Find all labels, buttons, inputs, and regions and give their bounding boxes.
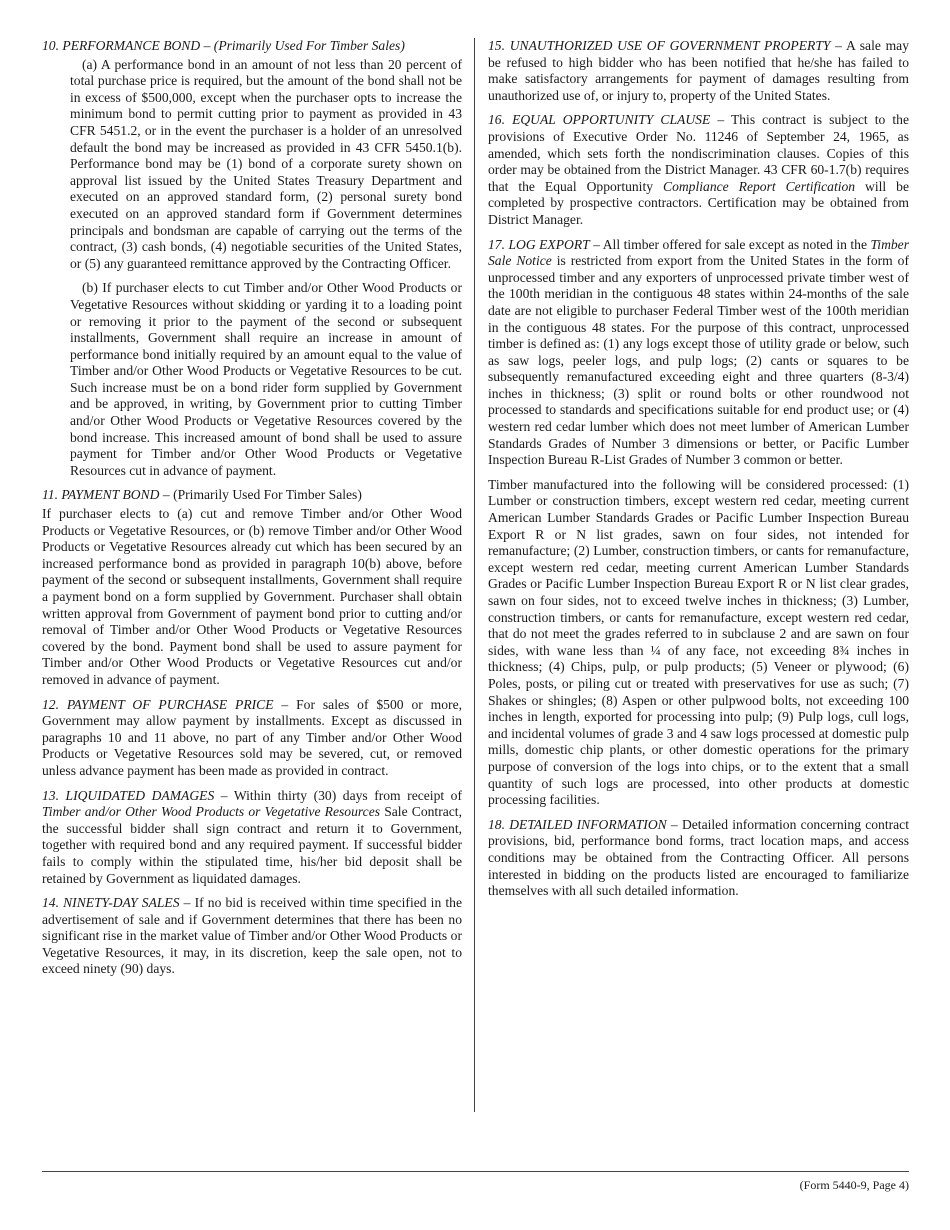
section-14-ninety-day-sales [42, 895, 462, 978]
section-16-body-1: – This contract is subject to the provisions of Executive Order No. 11246 of September 24, 1965, as amended, which sets forth the nondiscrimination clauses. Copies of this order may be obtained from the District Manager. 43 CFR 60-1.7(b) requires that the Equal Opportunity [488, 112, 909, 194]
section-11-title-suffix: – (Primarily Used For Timber Sales) [159, 487, 362, 503]
section-12-title: 12. PAYMENT OF PURCHASE PRICE [42, 696, 274, 712]
section-15-body: – A sale may be refused to high bidder who has been notified that he/she has failed to make satisfactory arrangements for payment of damages resulting from unauthorized use of, or injury to, property of the United States. [488, 38, 910, 103]
section-10-paragraph-a: (a) A performance bond in an amount of not less than 20 percent of total purchase price is required, but the amount of the bond shall not be in excess of $500,000, except when the purchaser opts to increase the minimum bond to permit cutting prior to payment as provided in 43 CFR 5451.2, or in the event the purchaser is a holder of an unresolved default the bond may be increased as provided in 43 CFR 5450.1(b). Performance bond may be (1) bond of a corporate surety shown on approval list issued by the United States Treasury Department and executed on an approved standard form, (2) personal surety bond executed on an approved standard form if Government determines principals and bondsman are capable of carrying out the terms of the contract, (3) cash bonds, (4) negotiable securities of the United States, or (5) any guaranteed remittance approved by the Contracting Officer. [70, 56, 462, 271]
section-15-title: 15. UNAUTHORIZED USE OF GOVERNMENT PROPERTY [488, 38, 831, 53]
column-divider [474, 38, 475, 1112]
section-17-italic: Timber Sale Notice [488, 236, 910, 269]
section-17-title: 17. LOG EXPORT [488, 236, 590, 252]
right-column [488, 38, 909, 900]
section-16-equal-opportunity [488, 112, 909, 228]
section-14-title: 14. NINETY-DAY SALES [42, 895, 180, 911]
section-10-title: 10. PERFORMANCE BOND – (Primarily Used For Timber Sales) [42, 38, 405, 53]
left-column [42, 38, 462, 978]
section-14-body: – If no bid is received within time specified in the advertisement of sale and if Government determines that there has been no significant rise in the market value of Timber and/or Other Wood Products or Vegetative Resources, it may, in its discretion, keep the sale open, not to exceed ninety (90) days. [42, 895, 462, 977]
section-10-performance-bond [42, 38, 462, 479]
section-11-payment-bond [42, 487, 462, 688]
section-18-detailed-information [488, 817, 909, 900]
section-13-body-2: Sale Contract, the successful bidder shall sign contract and return it to Government, together with required bond and any required payment. If successful bidder fails to comply within the stipulated time, his/her bid deposit shall be retained by Government as liquidated damages. [42, 804, 462, 886]
section-11-title: 11. PAYMENT BOND [42, 487, 160, 503]
section-12-payment-of-purchase-price [42, 697, 462, 780]
section-18-body: – Detailed information concerning contract provisions, bid, performance bond forms, tract location maps, and access conditions may be obtained from the Contracting Officer. All persons interested in bidding on the products listed are encouraged to familiarize themselves with all such detailed information. [488, 816, 909, 899]
section-16-body-2: will be completed by prospective contractors. Certification may be obtained from District Manager. [488, 178, 909, 227]
section-11-heading [42, 487, 462, 504]
section-17-processed-definition: Timber manufactured into the following will be considered processed: (1) Lumber or construction timbers, except western red cedar, meeting current American Lumber Standards Grades or Pacific Lumber Inspection Bureau Export R or N list grades, sawn on four sides, not intended for remanufacture; (2) Lumber, construction timbers, or cants for remanufacture, except western red cedar, meeting current American Lumber Standards Grades or Pacific Lumber Inspection Bureau Export R or N list clear grades, sawn on four sides, not to exceed twelve inches in thickness; (3) Lumber, construction timbers, or cants for remanufacture, except western red cedar, that do not meet the grades referred to in subclause 2 and are sawn on four sides, with wane less than ¼ of any face, not exceeding 8¾ inches in thickness; (4) Chips, pulp, or pulp products; (5) Veneer or plywood; (6) Poles, posts, or piling cut or treated with preservatives for use as such; (7) Shakes or shingles; (8) Aspen or other pulpwood bolts, not exceeding 100 inches in length, exported for processing into pulp; (9) Pulp logs, cull logs, and incidental volumes of grade 3 and 4 saw logs processed at domestic pulp mills, domestic chip plants, or other domestic operations for the primary purpose of conversion of the logs into chips, or to the extent that a small quantity of such logs are processed, into other products at domestic processing facilities. [488, 476, 909, 808]
section-13-body-1: – Within thirty (30) days from receipt of [214, 787, 462, 803]
section-15-unauthorized-use [488, 38, 909, 104]
section-12-body: – For sales of $500 or more, Government may allow payment by installments. Except as discussed in paragraphs 10 and 11 above, no part of any Timber and/or Other Wood Products or Vegetative Resources sold may be severed, cut, or removed unless advance payment has been made as provided in contract. [42, 696, 462, 778]
section-13-italic: Timber and/or Other Wood Products or Vegetative Resources [42, 804, 381, 820]
footer-rule [42, 1171, 909, 1172]
form-page-label: (Form 5440-9, Page 4) [799, 1178, 909, 1192]
section-13-liquidated-damages [42, 788, 462, 888]
section-17-body-2: is restricted from export from the United States in the form of unprocessed timber and any exporters of unprocessed private timber west of the 100th meridian in the contiguous 48 states within 24-months of the sale date are not eligible to purchaser Federal Timber west of the 100th meridian in the contiguous 48 states. For the purpose of this contract, unprocessed timber is defined as: (1) any logs except those of utility grade or below, such as saw logs, peeler logs, and pulp logs; (2) cants or squares to be subsequently remanufactured exceeding eight and three quarters (8-3/4) inches in thickness; (3) split or round bolts or other roundwood not processed to standards and specifications suitable for end product use; or (4) western red cedar lumber which does not meet lumber of American Lumber Standards Grades of Number 3 dimensions or better, or Pacific Lumber Inspection Bureau R-List Grades of Number 3 common or better. [488, 253, 909, 468]
section-13-title: 13. LIQUIDATED DAMAGES [42, 787, 215, 803]
section-16-italic: Compliance Report Certification [663, 178, 856, 194]
section-16-title: 16. EQUAL OPPORTUNITY CLAUSE [488, 112, 711, 128]
section-18-title: 18. DETAILED INFORMATION [488, 816, 667, 832]
section-17-body-1: – All timber offered for sale except as noted in the [589, 236, 871, 252]
section-10-paragraph-b: (b) If purchaser elects to cut Timber and/or Other Wood Products or Vegetative Resources without skidding or yarding it to a loading point or removing it prior to the payment of the second or subsequent installments, Government shall require an increase in amount of performance bond initially required by an amount equal to the value of Timber and/or Other Wood Products or Vegetative Resources to be cut. Such increase must be on a bond rider form supplied by Government and be approved, in writing, by Government prior to cutting Timber and/or Other Wood Products or Vegetative Resources covered by the bond increase. This increased amount of bond shall be used to assure payment for Timber and/or Other Wood Products or Vegetative Resources cut in advance of payment. [70, 280, 462, 478]
section-11-body: If purchaser elects to (a) cut and remove Timber and/or Other Wood Products or Vegetative Resources, or (b) remove Timber and/or Other Wood Products or Vegetative Resources already cut which has been secured by an increased performance bond as provided in paragraph 10(b) above, before payment of the second or subsequent installments, Government shall require a payment bond on a form supplied by Government. Purchaser shall obtain written approval from Government of payment bond prior to cutting and/or removal of Timber and/or Other Wood Products or Vegetative Resources covered by the bond. Payment bond shall be used to assure payment for Timber and/or Other Wood Products or Vegetative Resources cut and/or removed in advance of payment. [42, 506, 462, 687]
section-17-log-export [488, 237, 909, 469]
